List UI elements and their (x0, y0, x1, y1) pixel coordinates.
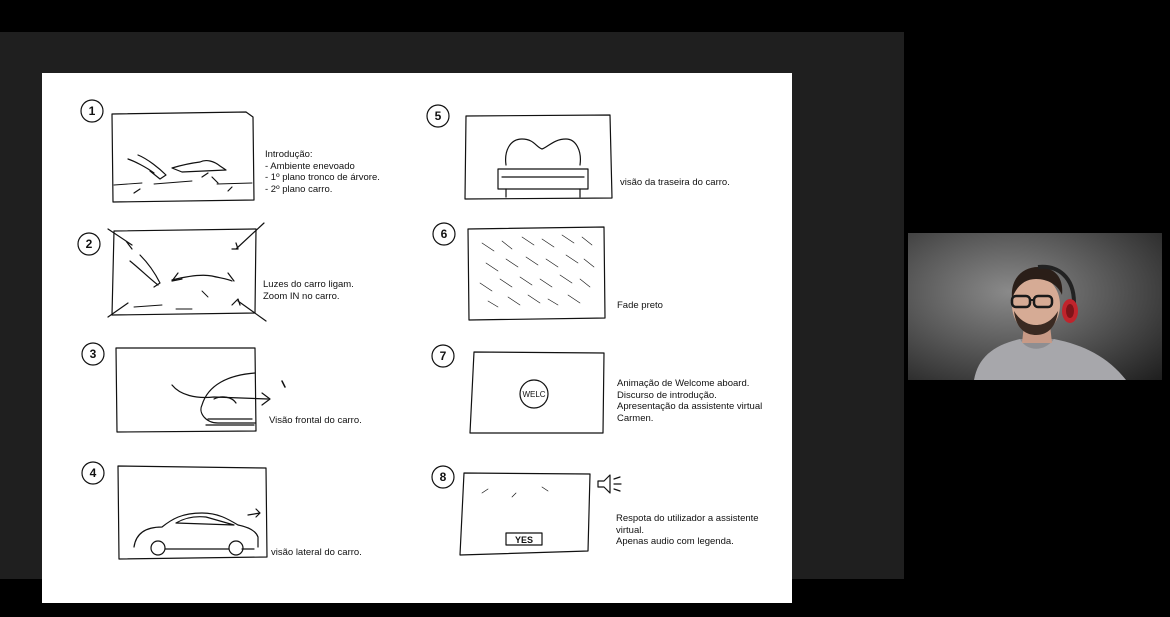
caption-line: visão lateral do carro. (271, 547, 362, 558)
speaker-icon (598, 475, 610, 493)
caption-line: Respota do utilizador a assistente (616, 513, 759, 524)
panel-7-sketch (470, 352, 604, 433)
panel-6-caption (617, 300, 663, 312)
panel-number-4: 4 (89, 466, 97, 480)
caption-line: Carmen. (617, 412, 654, 424)
panel-number-3: 3 (89, 347, 97, 361)
panel-number-6: 6 (440, 227, 448, 241)
panel-number-1: 1 (88, 104, 96, 118)
panel-5-sketch (465, 115, 612, 199)
caption-line: Introdução: (265, 149, 313, 160)
screen-share-area (0, 32, 904, 579)
panel-5-caption (620, 177, 730, 189)
panel-7-caption (617, 378, 762, 424)
panel-number-7: 7 (439, 349, 447, 363)
panel-8-sketch (460, 473, 621, 555)
panel-number-5: 5 (434, 109, 442, 123)
caption-line: Visão frontal do carro. (269, 415, 362, 426)
caption-line: Animação de Welcome aboard. (617, 378, 750, 389)
caption-line: - 1º plano tronco de árvore. (265, 172, 380, 183)
panel-number-2: 2 (85, 237, 93, 251)
caption-line: Fade preto (617, 300, 663, 311)
panel-6-sketch (468, 227, 605, 320)
storyboard-slide (42, 73, 792, 603)
caption-line: Discurso de introdução. (617, 389, 717, 401)
yes-sketch-text: YES (514, 535, 534, 545)
caption-line: Luzes do carro ligam. (263, 279, 354, 290)
panel-1-sketch (112, 112, 254, 202)
caption-line: visão da traseira do carro. (620, 177, 730, 188)
panel-1-caption (265, 149, 380, 195)
participant-video-icon (908, 233, 1162, 380)
panel-3-caption (269, 415, 362, 427)
welcome-sketch-text: WELC (522, 390, 546, 399)
panel-2-sketch (108, 223, 266, 321)
panel-2-caption (263, 279, 354, 302)
caption-line: virtual. (616, 524, 644, 536)
panel-8-caption (616, 513, 759, 548)
caption-line: Zoom IN no carro. (263, 290, 340, 302)
caption-line: - Ambiente enevoado (265, 160, 355, 172)
caption-line: Apresentação da assistente virtual (617, 401, 763, 412)
panel-number-8: 8 (439, 470, 447, 484)
caption-line: Apenas audio com legenda. (616, 536, 734, 547)
caption-line: - 2º plano carro. (265, 183, 333, 195)
panel-4-sketch (118, 466, 267, 559)
panel-4-caption (271, 547, 362, 559)
panel-3-sketch (116, 348, 285, 432)
webcam-video-feed[interactable] (908, 233, 1162, 380)
